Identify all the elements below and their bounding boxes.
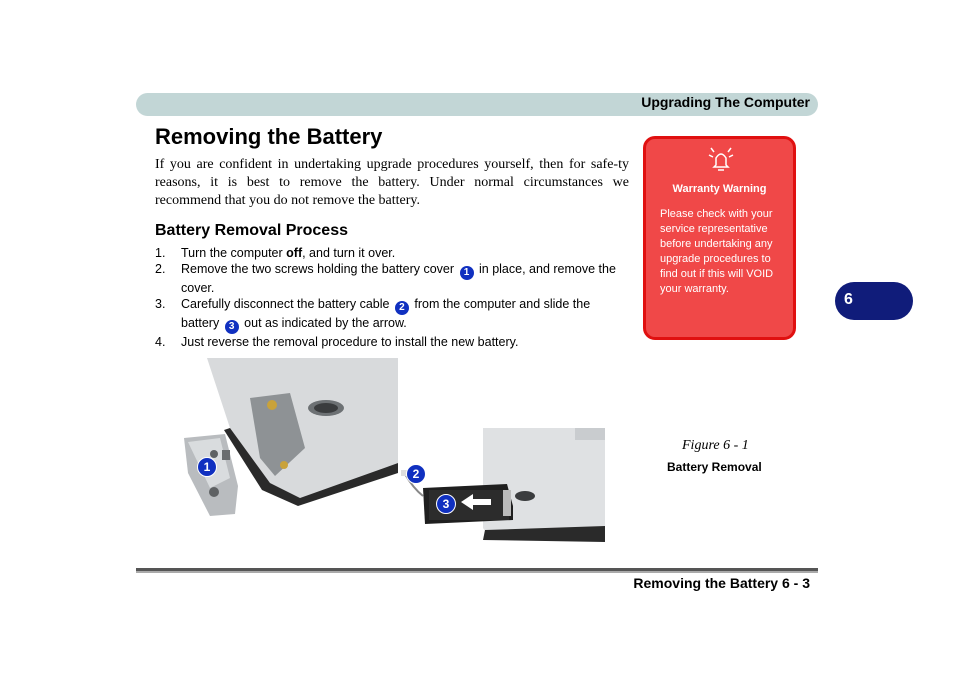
step-text: Carefully disconnect the battery cable	[181, 297, 393, 311]
step-text: from the computer and slide the battery	[181, 297, 591, 330]
chapter-number: 6	[844, 291, 853, 308]
callout-badge: 2	[395, 301, 409, 315]
figure-callout-2: 2	[406, 464, 426, 484]
step-2	[155, 261, 630, 296]
section-heading: Battery Removal Process	[155, 222, 348, 239]
step-number: 1.	[155, 246, 166, 260]
step-text: Turn the computer	[181, 246, 287, 260]
figure-callout-1: 1	[197, 457, 217, 477]
steps-list	[155, 245, 630, 350]
step-text: in place, and remove the cover.	[181, 262, 616, 295]
warning-title: Warranty Warning	[672, 183, 767, 195]
battery-cover-photo	[180, 358, 398, 518]
figure-callout-3: 3	[436, 494, 456, 514]
footer-rule	[136, 568, 818, 573]
step-text: Just reverse the removal procedure to install the new battery.	[181, 335, 519, 349]
step-number: 2.	[155, 262, 166, 276]
figure-label: Figure 6 - 1	[682, 438, 749, 453]
page-title: Removing the Battery	[155, 124, 383, 149]
step-text: , and turn it over.	[302, 246, 396, 260]
step-number: 3.	[155, 297, 166, 311]
step-1	[155, 245, 630, 261]
step-3	[155, 296, 630, 334]
battery-slide-photo	[395, 428, 605, 542]
step-bold: off	[286, 246, 303, 260]
chapter-tab	[835, 282, 913, 320]
header-bar	[136, 93, 818, 116]
header-title: Upgrading The Computer	[641, 94, 810, 110]
callout-badge: 1	[460, 266, 474, 280]
step-number: 4.	[155, 335, 166, 349]
intro-paragraph: If you are confident in undertaking upgrade procedures yourself, then for safe-ty reasons, it is best to remove the battery. Under normal circumstances we recommend that you do not remove the battery.	[155, 157, 629, 208]
warning-icon	[706, 145, 736, 173]
step-4	[155, 334, 630, 350]
figure-caption: Battery Removal	[667, 460, 762, 474]
footer-text: Removing the Battery 6 - 3	[633, 575, 810, 591]
step-text: out as indicated by the arrow.	[240, 316, 407, 330]
step-text: Remove the two screws holding the battery cover	[181, 262, 458, 276]
callout-badge: 3	[225, 320, 239, 334]
warning-body: Please check with your service representative before undertaking any upgrade procedures to find out if this will VOID your warranty.	[660, 208, 774, 295]
warranty-warning-box	[643, 136, 796, 340]
